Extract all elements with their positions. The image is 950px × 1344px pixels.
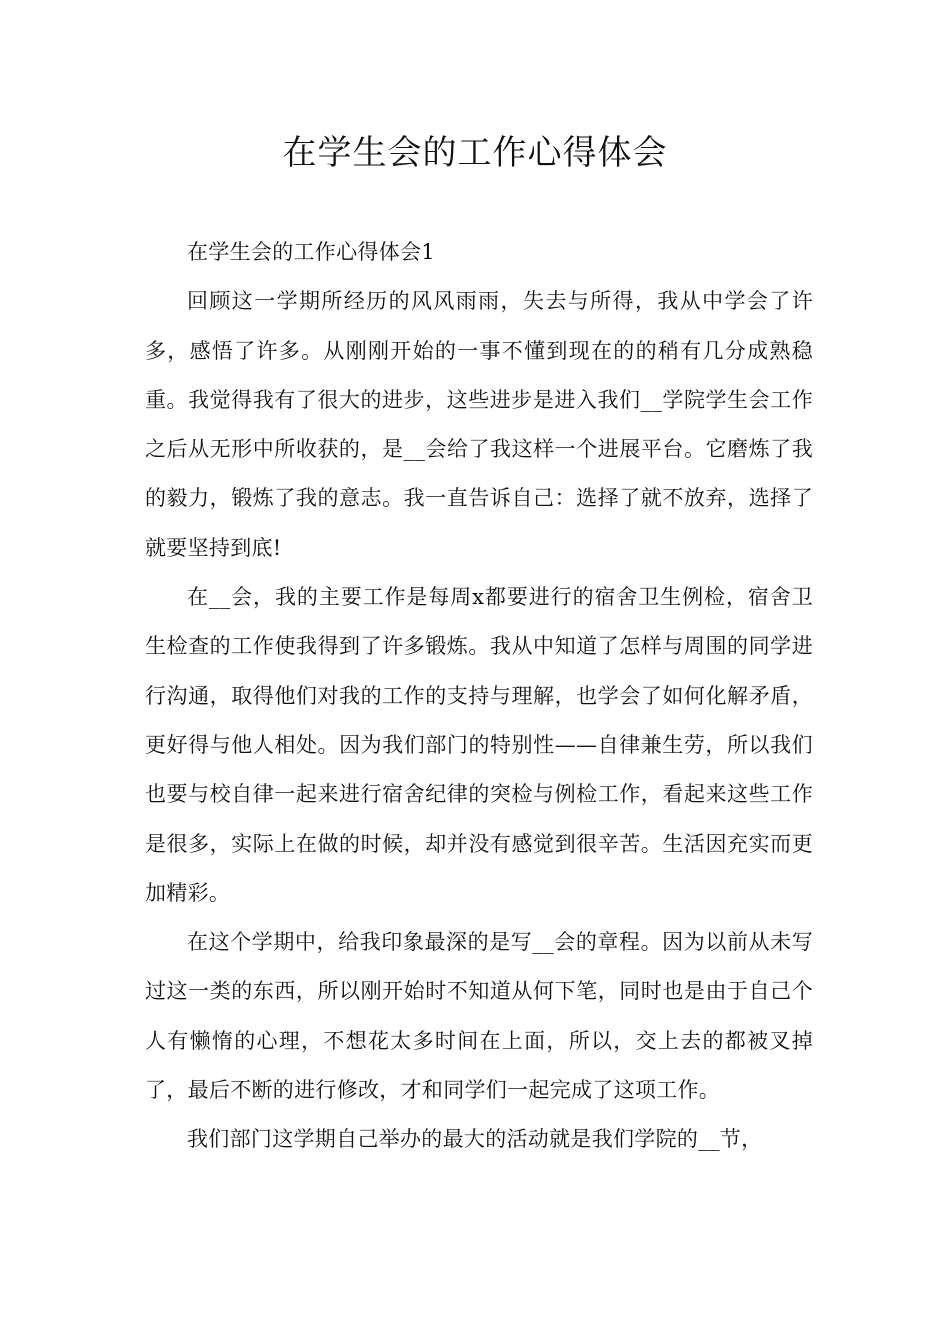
paragraph-1: 回顾这一学期所经历的风风雨雨，失去与所得，我从中学会了许多，感悟了许多。从刚刚开始的一事不懂到现在的的稍有几分成熟稳重。我觉得我有了很大的进步，这些进步是进入我们__学院学生会工作之后从无形中所收获的，是__会给了我这样一个进展平台。它磨炼了我的毅力，锻炼了我的意志。我一直告诉自己：选择了就不放弃，选择了就要坚持到底!: [145, 289, 813, 560]
paragraph-4: 我们部门这学期自己举办的最大的活动就是我们学院的__节，: [187, 1127, 763, 1152]
paragraph-3: 在这个学期中，给我印象最深的是写__会的章程。因为以前从未写过这一类的东西，所以刚开始时不知道从何下笔，同时也是由于自己个人有懒惰的心理，不想花太多时间在上面，所以，交上去的都被叉掉了，最后不断的进行修改，才和同学们一起完成了这项工作。: [145, 930, 813, 1103]
document-title: 在学生会的工作心得体会: [282, 133, 668, 173]
section-heading: 在学生会的工作心得体会1: [187, 240, 435, 264]
document-body: [145, 228, 813, 1165]
paragraph-2: 在__会，我的主要工作是每周x都要进行的宿舍卫生例检，宿舍卫生检查的工作使我得到了许多锻炼。我从中知道了怎样与周围的同学进行沟通，取得他们对我的工作的支持与理解，也学会了如何化解矛盾，更好得与他人相处。因为我们部门的特别性——自律兼生劳，所以我们也要与校自律一起来进行宿舍纪律的突检与例检工作，看起来这些工作是很多，实际上在做的时候，却并没有感觉到很辛苦。生活因充实而更加精彩。: [145, 585, 813, 905]
